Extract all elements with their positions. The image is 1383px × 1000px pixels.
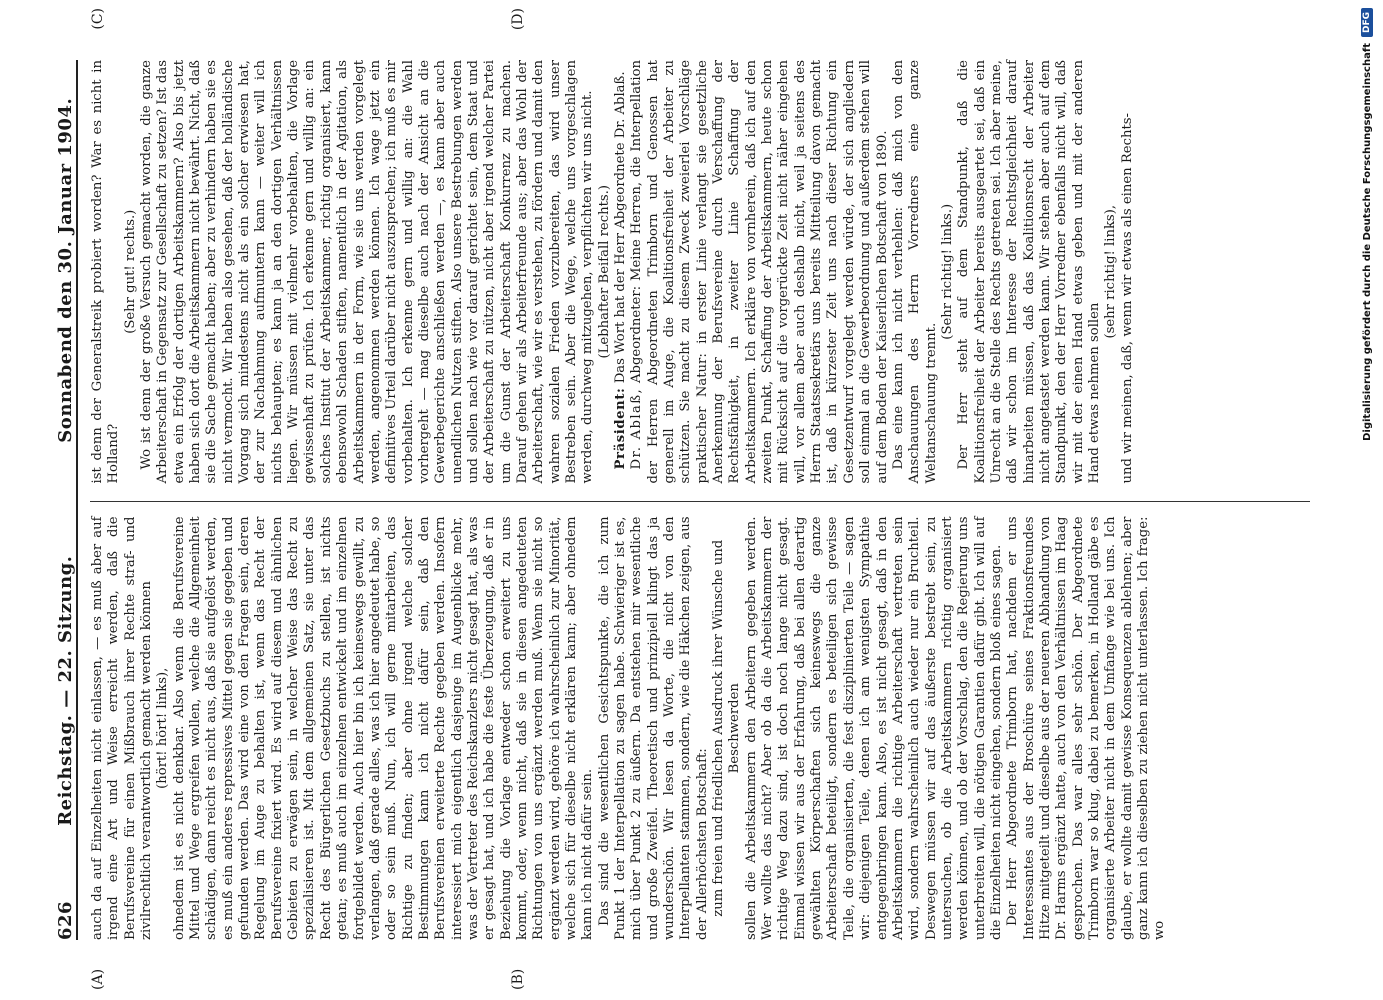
margin-marker-a: (A): [90, 968, 106, 990]
credit-line: [1356, 8, 1378, 993]
margin-marker-b: (B): [510, 968, 526, 990]
speaker-label: Dr. Ablaß,: [629, 387, 645, 470]
margin-marker-d: (D): [510, 8, 526, 31]
right-column: [90, 8, 1310, 484]
speech-paragraph: [629, 60, 891, 484]
page-number: 626: [55, 900, 76, 940]
paragraph: Der Herr steht auf dem Standpunkt, daß die Koalitionsfreiheit der Arbeiter bereits ausgeartet sei, daß ein Unrecht an die Stelle des Rechts getreten sei. Ich aber meine, daß wir schon im Interesse der Rechtsgleichheit darauf hinarbeiten müssen, daß das Koalitionsrecht der Arbeiter nicht angetastet werden kann. Wir stehen aber auch auf dem Standpunkt, den der Herr Vorredner ebenfalls nicht will, daß wir mit der einen Hand etwas geben und mit der anderen Hand etwas nehmen sollen: [956, 60, 1102, 484]
interjection: (Lebhafter Beifall rechts.): [596, 185, 612, 359]
text-columns: [90, 8, 1310, 990]
header-left-title: Reichstag. — 22. Sitzung.: [55, 555, 76, 826]
paragraph: Das sind die wesentlichen Gesichtspunkte, die ich zum Punkt 1 der Interpellation zu sagen habe. Schwieriger ist es, mich über Punkt 2 zu äußern. Da entstehen mir wesentliche und große Zweifel. Theoretisch und prinzipiell klingt das ja wunderschön. Wir lesen da Worte, die nicht von den Interpellanten stammen, sondern, wie die Häkchen zeigen, aus der Allerhöchsten Botschaft:: [596, 516, 710, 940]
running-head: [50, 60, 78, 940]
speaker-label: Präsident:: [613, 387, 628, 470]
statement-text: Das Wort hat der Herr Abgeordnete Dr. Ablaß.: [613, 71, 628, 384]
interjection: (sehr richtig! links),: [1103, 204, 1119, 339]
dfg-logo: DFG: [1361, 8, 1373, 37]
interjection: (Sehr richtig! links.): [939, 203, 955, 340]
quotation: zum freien und friedlichen Ausdruck ihrer Wünsche und Beschwerden: [711, 539, 743, 917]
left-column: [90, 502, 1310, 990]
paragraph: ohnedem ist es nicht denkbar. Also wenn die Berufsvereine Mittel und Wege ergreifen wollen, welche die Allgemeinheit schädigen, dann reicht es nicht aus, daß sie aufgelöst werden, es muß ein anderes repressives Mittel gegen sie gegeben und gefunden werden. Das wird eine von den Fragen sein, deren Regelung im Auge zu behalten ist, wenn das Recht der Berufsvereine fixiert wird. Es wird auf diesem und ähnlichen Gebieten zu erwägen sein, in welcher Weise das Recht zu spezialisieren ist. Mit dem allgemeinen Satz, sie unter das Recht des Bürgerlichen Gesetzbuchs zu stellen, ist nichts getan; es muß auch im einzelnen entwickelt und im einzelnen fortgebildet werden. Auch hier bin ich keineswegs gewillt, zu verlangen, daß gerade alles, was ich hier angedeutet habe, so oder so sein muß. Nun, ich will gerne mitarbeiten, das Richtige zu finden; aber ohne irgend welche solcher Bestimmungen kann ich nicht dafür sein, daß den Berufsvereinen erweiterte Rechte gegeben werden. Insofern interessiert mich eigentlich dasjenige im Augenblicke mehr, was der Vertreter des Reichskanzlers nicht gesagt hat, als was er gesagt hat, und ich habe die feste Überzeugung, daß er in Beziehung die Vorlage entweder schon erweitert zu uns kommt, oder, wenn nicht, daß sie in diesen angedeuteten Richtungen von uns ergänzt werden muß. Wenn sie nicht so ergänzt werden wird, gehöre ich wahrscheinlich zur Minorität, welche sich für dieselbe nicht erklären kann; aber ohnedem kann ich nicht dafür sein.: [171, 516, 596, 940]
interjection: (Sehr gut! rechts.): [122, 209, 138, 334]
paragraph: sollen die Arbeitskammern den Arbeitern gegeben werden. Wer wollte das nicht? Aber ob da die Arbeitskammern der richtige Weg dazu sind, ist doch noch lange nicht gesagt. Einmal wissen wir aus der Erfahrung, daß bei allen derartig gewählten Körperschaften sich keineswegs die ganze Arbeiterschaft beteiligt, sondern es beteiligen sich gewisse Teile, die organisierten, die fest disziplinierten Teile — sagen wir: diejenigen Teile, denen ich am wenigsten Sympathie entgegenbringen kann. Also, es ist nicht gesagt, daß in den Arbeitskammern die richtige Arbeiterschaft vertreten sein wird, sondern wahrscheinlich auch wieder nur ein Bruchteil. Deswegen müssen wir auf das äußerste bestrebt sein, zu untersuchen, ob die Arbeitskammern richtig organisiert werden können, und ob der Vorschlag, den die Regierung uns unterbreiten will, die nötigen Garantien dafür gibt. Ich will auf die Einzelheiten nicht eingehen, sondern bloß eines sagen.: [743, 516, 1004, 940]
paragraph: Das eine kann ich nicht verhehlen: daß mich von den Anschauungen des Herrn Vorredners eine ganze Weltanschauung trennt.: [890, 60, 939, 484]
credit-text: Digitalisierung gefördert durch die Deutsche Forschungsgemeinschaft: [1361, 43, 1373, 441]
paragraph: Der Herr Abgeordnete Trimborn hat, nachdem er uns Interessantes aus der Broschüre seines Fraktionsfreundes Hitze mitgeteilt und dieselbe aus der neueren Abhandlung von Dr. Harms ergänzt hatte, auch von den Verhältnissen im Haag gesprochen. Das war alles sehr schön. Der Abgeordnete Trimborn war so klug, dabei zu bemerken, in Holland gäbe es organisierte Arbeiter nicht in dem Umfange wie bei uns. Ich glaube, er wollte damit gewisse Konsequenzen ablehnen; aber ganz kann ich dieselben zu ziehen nicht unterlassen. Ich frage: wo: [1005, 516, 1168, 940]
president-statement: [613, 60, 629, 484]
paragraph: Wo ist denn der große Versuch gemacht worden, die ganze Arbeiterschaft in Gegensatz zur Gesellschaft zu setzen? Ist das etwa ein Erfolg der dortigen Arbeitskammern? Also bis jetzt haben sich dort die Arbeitskammern nicht bewährt. Nicht, daß sie die Sache gemacht haben; aber zu verhindern haben sie es nicht vermocht. Wir haben also gesehen, daß der holländische Vorgang sich mindestens nicht als ein solcher erwiesen hat, der zur Nachahmung aufmuntern kann — weiter will ich nichts behaupten; es kann ja an den dortigen Verhältnissen liegen. Wir müssen mit vielmehr vorbehalten, die Vorlage gewissenhaft zu prüfen. Ich erkenne gern und willig an: ein solches Institut der Arbeitskammer, richtig organisiert, kann ebensowohl Schaden stiften, namentlich in der Agitation, als Arbeitskammern in der Form, wie sie uns werden vorgelegt werden, angenommen werden können. Ich wage jetzt ein definitives Urteil darüber nicht auszusprechen; ich muß es mir vorbehalten. Ich erkenne gern und willig an: die Wahl vorhergeht — mag dieselbe auch nach der Ansicht an die Gewerbegerichte anschließen werden —, es kann aber auch unendlichen Nutzen stiften. Also unsere Bestrebungen werden und sollen nach wie vor darauf gerichtet sein, dem Staat und der Arbeiterschaft zu nützen, nicht aber irgend welcher Partei um die Gunst der Arbeiterschaft Konkurrenz zu machen. Darauf gehen wir als Arbeiterfreunde aus; aber das Wohl der Arbeiterschaft, wie wir es verstehen, zu fördern und damit den wahren sozialen Frieden vorzubereiten, das wird unser Bestreben sein. Aber die Wege, welche uns vorgeschlagen werden, durchweg mitzugehen, verpflichten wir uns nicht.: [139, 60, 596, 484]
interjection: (hört! hört! links),: [155, 667, 171, 789]
digitization-credit: [1356, 8, 1378, 993]
paragraph: ist denn der Generalstreik probiert worden? War es nicht in Holland?: [90, 60, 122, 484]
header-right-title: Sonnabend den 30. Januar 1904.: [55, 97, 76, 443]
paragraph: auch da auf Einzelheiten nicht einlassen, — es muß aber auf irgend eine Art und Weise erreicht werden, daß die Berufsvereine für einen Mißbrauch ihrer Rechte straf- und zivilrechtlich verantwortlich gemacht werden können: [90, 516, 155, 940]
margin-marker-c: (C): [90, 8, 106, 30]
speech-text: Abgeordneter: Meine Herren, die Interpellation der Herren Abgeordneten Trimborn und Genossen hat generell im Auge, die Koalitionsfreiheit der Arbeiter zu schützen. Sie macht zu diesem Zweck zweierlei Vorschläge praktischer Natur: in erster Linie verlangt sie gesetzliche Anerkennung der Berufsvereine durch Verschaffung der Rechtsfähigkeit, in zweiter Linie Schaffung der Arbeitskammern. Ich erkläre von vornherein, daß ich auf den zweiten Punkt, Schaffung der Arbeitskammern, heute schon mit Rücksicht auf die vorgerückte Zeit nicht näher eingehen will, vor allem aber auch deshalb nicht, weil ja seitens des Herrn Staatssekretärs uns bereits Mitteilung davon gemacht ist, daß in kürzester Zeit uns nach dieser Richtung ein Gesetzentwurf vorgelegt werden würde, der sich angliedern soll einmal an die Gewerbeordnung und außerdem stehen will auf dem Boden der Kaiserlichen Botschaft von 1890.: [629, 59, 890, 484]
paragraph: und wir meinen, daß, wenn wir etwas als einen Rechts-: [1119, 113, 1135, 484]
